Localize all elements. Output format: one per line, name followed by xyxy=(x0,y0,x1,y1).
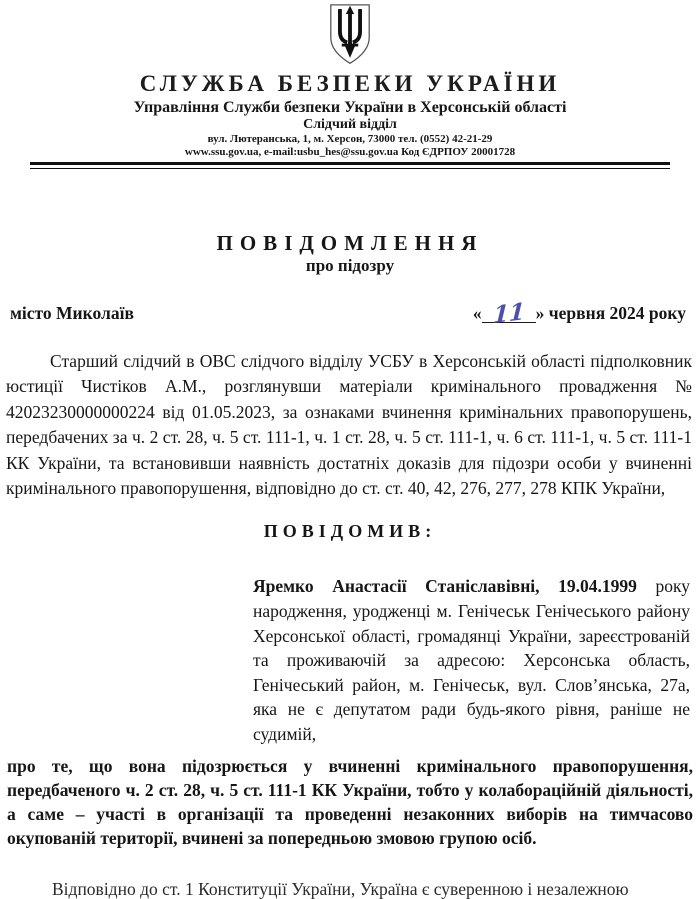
announce-heading: ПОВІДОМИВ: xyxy=(263,521,437,542)
day-blank xyxy=(482,297,536,330)
doc-subtitle: про підозру xyxy=(305,256,395,275)
suspect-details: року народження, уродженці м. Генічеськ Генічеського району Херсонської області, громадянці України, зареєстрованій та проживаючій за адресою: Херсонська область, Генічеський район, м. Генічеськ, вул. Слов’янська, 27а, яка не є депутатом ради будь-якого рівня, раніше не судимій, xyxy=(253,576,690,744)
date-group xyxy=(472,297,686,330)
open-quote: « xyxy=(472,303,482,323)
intro-paragraph: Старший слідчий в ОВС слідчого відділу УСБУ в Херсонській області підполковник юстиції Чистіков А.М., розглянувши матеріали кримінального провадження № 42023230000000224 від 01.05.2023, за ознаками вчинення кримінальних правопорушень, передбачених за ч. 2 ст. 28, ч. 5 ст. 111-1, ч. 1 ст. 28, ч. 5 ст. 111-1, ч. 6 ст. 111-1, ч. 5 ст. 111-1 КК України, та встановивши наявність достатніх доказів для підозри особи у вчиненні кримінального правопорушення, відповідно до ст. ст. 40, 42, 276, 277, 278 КПК України, xyxy=(6,351,692,499)
org-name: СЛУЖБА БЕЗПЕКИ УКРАЇНИ xyxy=(139,71,561,96)
trident-icon xyxy=(322,3,378,67)
handwritten-day: 11 xyxy=(492,297,526,330)
org-address-line: вул. Лютеранська, 1, м. Херсон, 73000 тел. (0552) 42-21-29 xyxy=(207,133,493,145)
header-divider xyxy=(30,162,670,169)
org-department: Управління Служби безпеки України в Херсонській області xyxy=(133,99,567,116)
charge-paragraph: про те, що вона підозрюється у вчиненні кримінального правопорушення, передбаченого ч. 2 ст. 28, ч. 5 ст. 111-1 КК України, тобто у колабораційній діяльності, а саме – участі в організації та проведенні незаконних виборів на тимчасово окупованій території, вчинені за попередньою змовою групою осіб. xyxy=(7,755,693,848)
doc-title: ПОВІДОМЛЕННЯ xyxy=(216,231,484,255)
close-quote: » xyxy=(535,303,545,323)
suspect-paragraph xyxy=(253,574,690,746)
org-unit: Слідчий відділ xyxy=(303,117,397,132)
place-label: місто Миколаїв xyxy=(10,303,134,323)
month-year: червня 2024 року xyxy=(544,303,686,323)
dateline xyxy=(0,297,700,330)
suspect-name-dob: Яремко Анастасії Станіславівні, 19.04.1999 xyxy=(253,576,637,597)
org-contact-line: www.ssu.gov.ua, e-mail:usbu_hes@ssu.gov.ua Код ЄДРПОУ 20001728 xyxy=(184,146,516,158)
clipped-next-line: Відповідно до ст. 1 Конституції України, Україна є суверенною і незалежною xyxy=(52,879,629,899)
ukraine-coat-of-arms xyxy=(0,3,700,68)
